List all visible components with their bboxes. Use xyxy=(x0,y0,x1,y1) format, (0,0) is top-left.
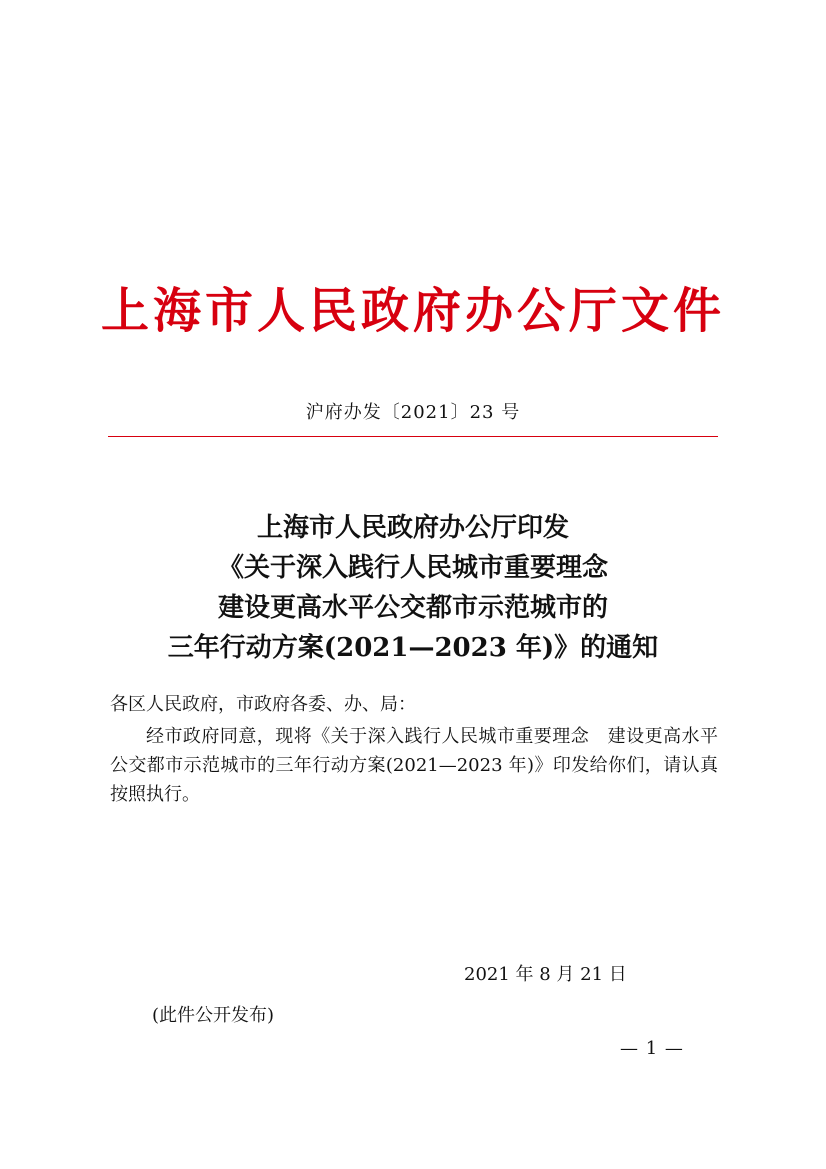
issue-date: 2021 年 8 月 21 日 xyxy=(464,964,627,985)
body-paragraph: 经市政府同意，现将《关于深入践行人民城市重要理念 建设更高水平公交都市示范城市的三年行动方案(2021—2023 年)》印发给你们，请认真按照执行。 xyxy=(110,726,718,805)
addressee-line: 各区人民政府，市政府各委、办、局： xyxy=(110,694,416,715)
document-number: 沪府办发〔2021〕23 号 xyxy=(305,402,521,423)
publication-note: (此件公开发布) xyxy=(152,1005,275,1026)
title-line: 《关于深入践行人民城市重要理念 xyxy=(217,553,608,583)
title-line: 建设更高水平公交都市示范城市的 xyxy=(217,593,608,623)
title-line: 三年行动方案(2021—2023 年)》的通知 xyxy=(167,633,659,663)
document-masthead: 上海市人民政府办公厅文件 xyxy=(100,283,725,339)
red-divider-line xyxy=(108,436,718,437)
title-line: 上海市人民政府办公厅印发 xyxy=(256,513,569,543)
document-title xyxy=(0,508,826,668)
page-number: — 1 — xyxy=(620,1038,684,1059)
